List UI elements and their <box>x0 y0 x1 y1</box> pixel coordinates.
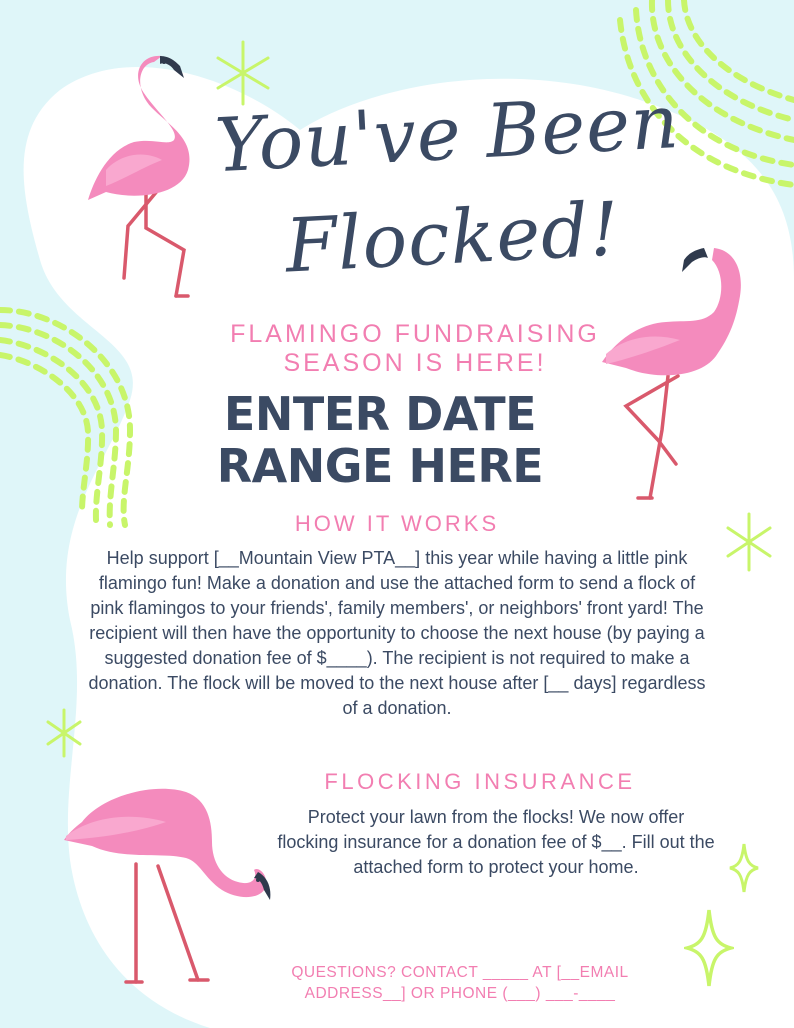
flocking-insurance-heading: FLOCKING INSURANCE <box>324 769 636 794</box>
subtitle-line-1: FLAMINGO FUNDRAISING <box>230 320 600 348</box>
title-line-2: Flocked! <box>283 186 623 290</box>
sparkle-icon <box>724 510 774 574</box>
star-sparkle-icon <box>684 908 734 988</box>
flamingo-icon <box>62 782 278 990</box>
date-range-line-1: ENTER DATE <box>223 387 537 441</box>
how-it-works-heading: HOW IT WORKS <box>294 511 500 536</box>
date-range-placeholder <box>200 388 560 492</box>
flocking-insurance-body: Protect your lawn from the flocks! We now offer flocking insurance for a donation fee of $__. Fill out the attached form to protect your home. <box>277 807 715 877</box>
sparkle-icon <box>44 706 84 760</box>
how-it-works-body: Help support [__Mountain View PTA__] this year while having a little pink flamingo fun! Make a donation and use the attached form to send a flock of pink flamingos to your friends', family members', or neighbors' front yard! The recipient will then have the opportunity to choose the next house (by paying a suggested donation fee of $____). The recipient is not required to make a donation. The flock will be moved to the next house after [__ days] regardless of a donation. <box>88 548 706 718</box>
title-line-1: You've Been <box>212 78 682 190</box>
star-sparkle-icon <box>728 842 760 894</box>
footer-line-1: QUESTIONS? CONTACT _____ AT [__EMAIL <box>291 964 629 981</box>
subtitle <box>220 320 610 378</box>
page-title <box>185 69 715 304</box>
footer-line-2: ADDRESS__] OR PHONE (___) ___-____ <box>304 985 616 1002</box>
date-range-line-2: RANGE HERE <box>216 439 544 493</box>
subtitle-line-2: SEASON IS HERE! <box>283 349 547 377</box>
contact-footer <box>240 962 680 1004</box>
